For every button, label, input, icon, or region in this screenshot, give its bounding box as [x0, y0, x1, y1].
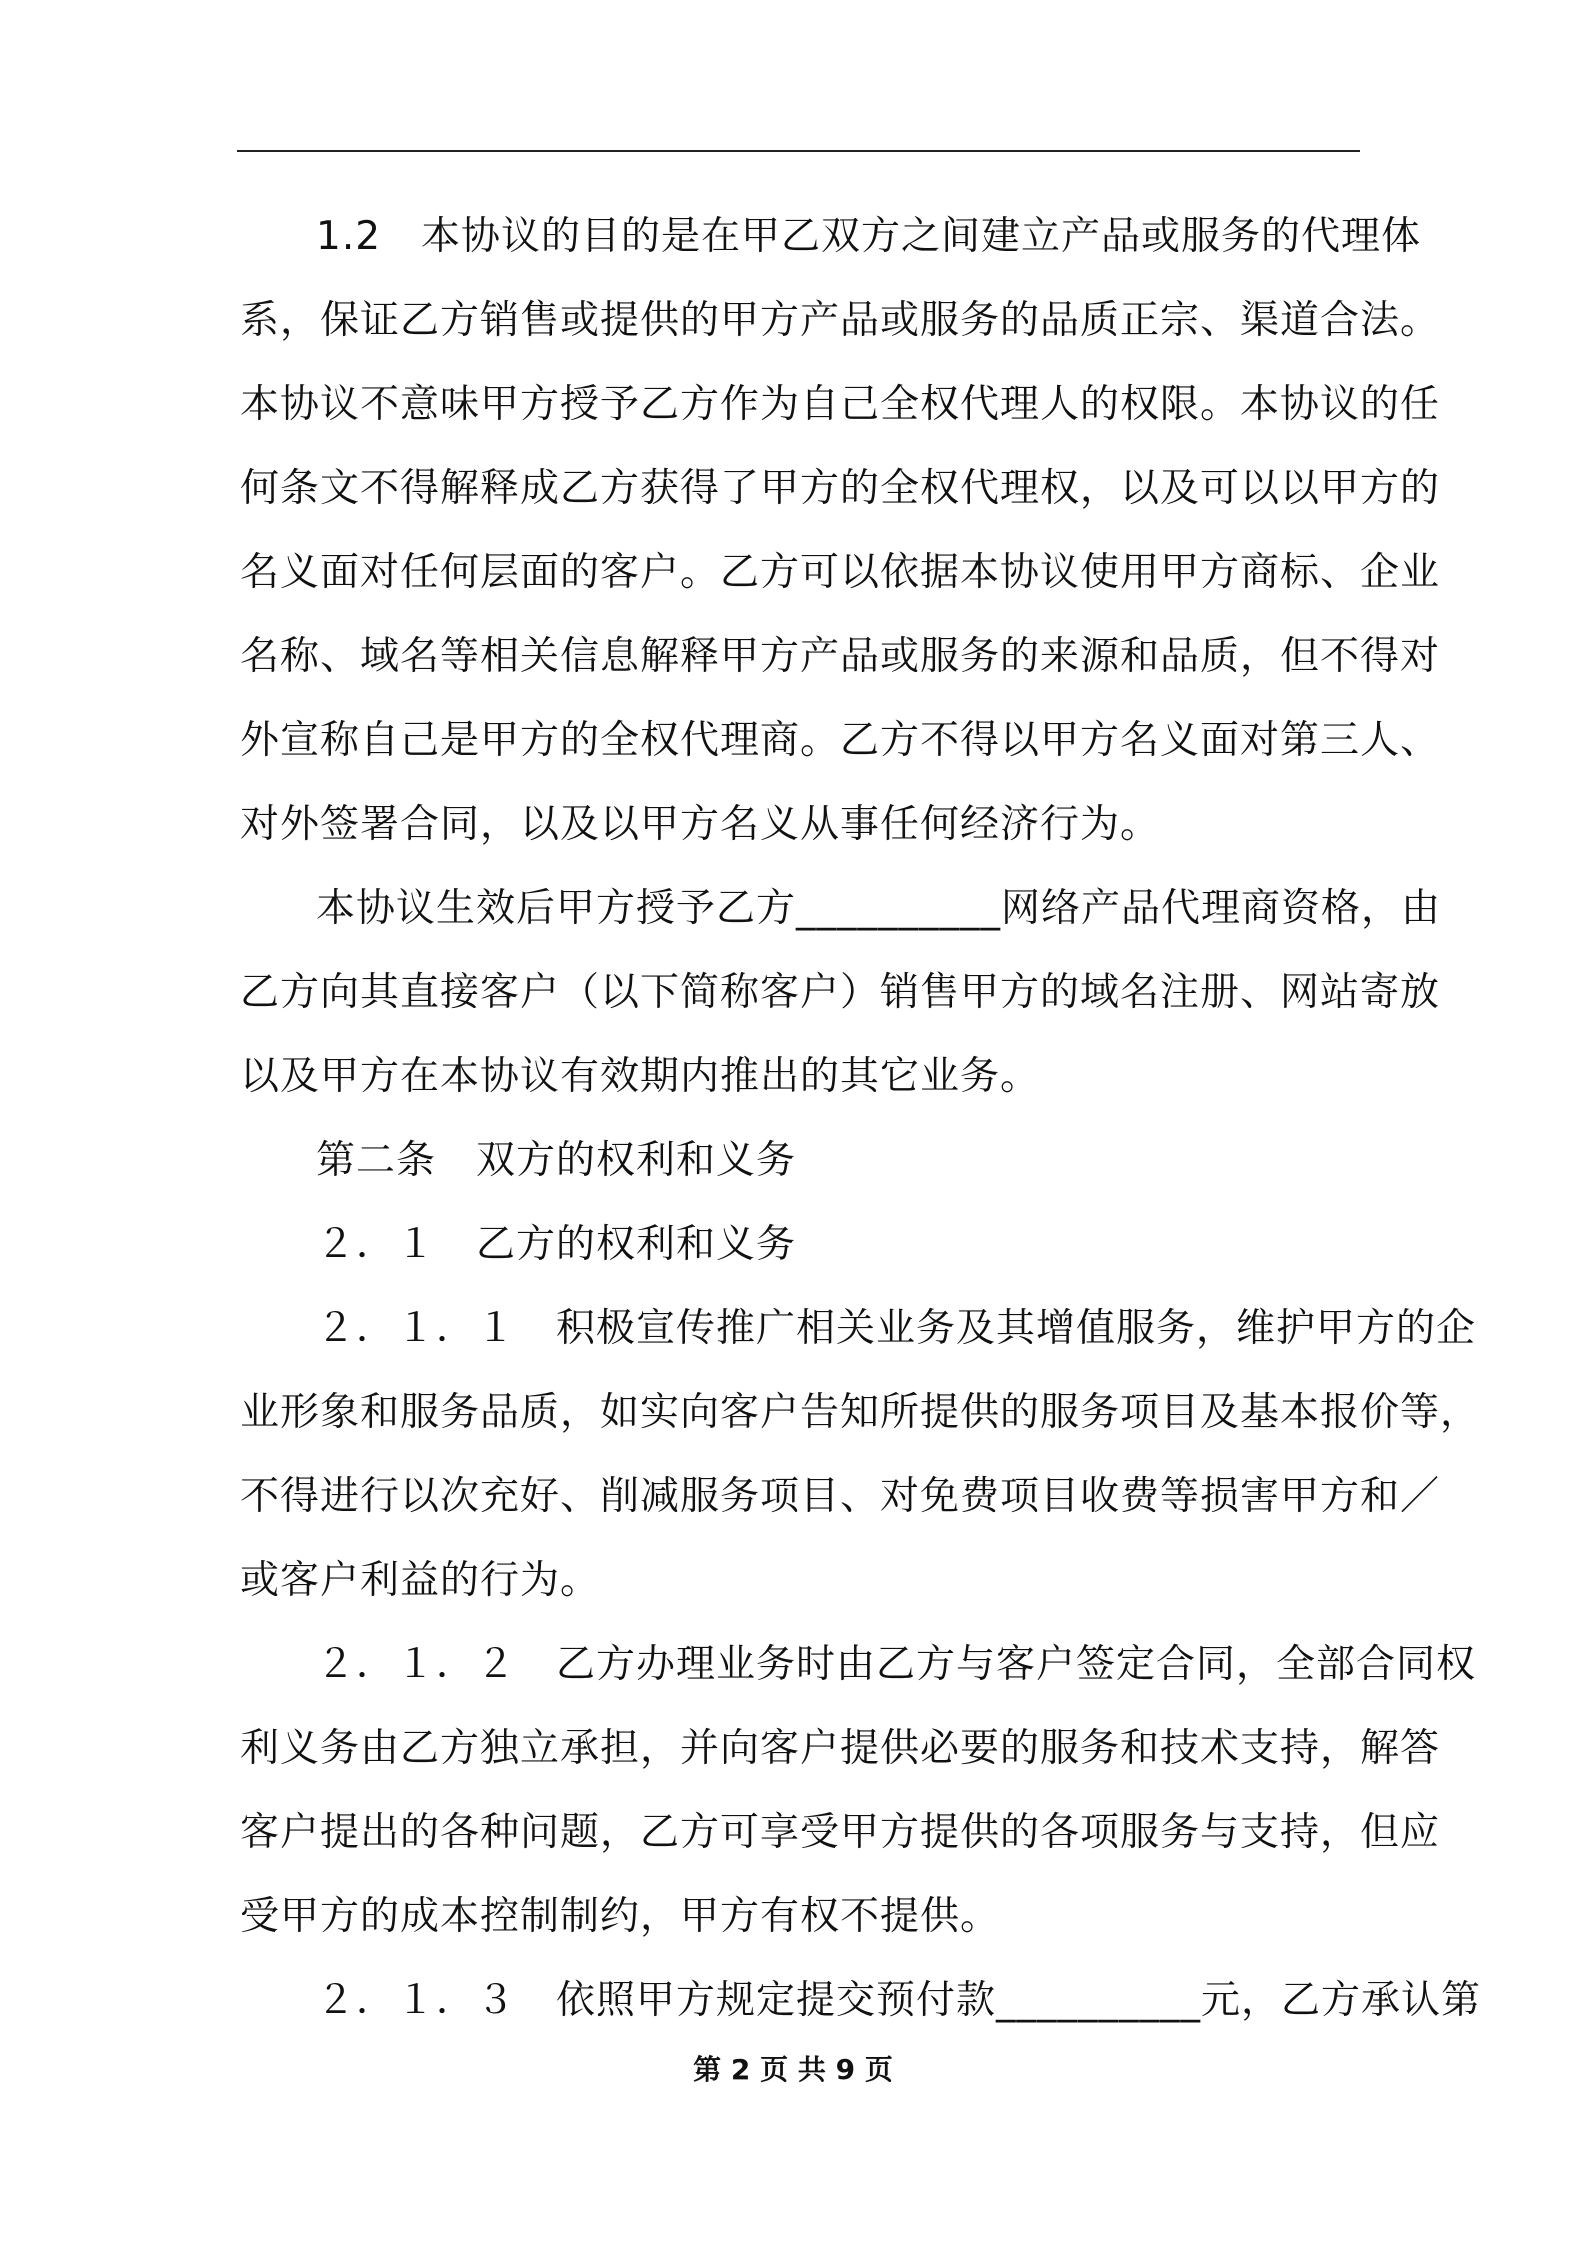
- text-line: 外宣称自己是甲方的全权代理商。乙方不得以甲方名义面对第三人、: [240, 718, 1441, 763]
- text-line: 本协议生效后甲方授予乙方__________网络产品代理商资格，由: [316, 886, 1442, 931]
- document-body: [240, 195, 1482, 2043]
- text-line: 乙方向其直接客户（以下简称客户）销售甲方的域名注册、网站寄放: [240, 970, 1441, 1015]
- text-line: 不得进行以次充好、削减服务项目、对免费项目收费等损害甲方和／: [240, 1474, 1441, 1519]
- text-line: 何条文不得解释成乙方获得了甲方的全权代理权，以及可以以甲方的: [240, 466, 1441, 511]
- text-line: 业形象和服务品质，如实向客户告知所提供的服务项目及基本报价等，: [240, 1390, 1481, 1435]
- text-line: ２．１．１ 积极宣传推广相关业务及其增值服务，维护甲方的企: [316, 1306, 1477, 1351]
- text-line: 受甲方的成本控制制约，甲方有权不提供。: [240, 1894, 1001, 1939]
- text-line: 系，保证乙方销售或提供的甲方产品或服务的品质正宗、渠道合法。: [240, 298, 1441, 343]
- text-line: 或客户利益的行为。: [240, 1558, 601, 1603]
- subsection-heading: ２．１ 乙方的权利和义务: [316, 1222, 797, 1267]
- text-line: 名义面对任何层面的客户。乙方可以依据本协议使用甲方商标、企业: [240, 550, 1441, 595]
- text-line: 以及甲方在本协议有效期内推出的其它业务。: [240, 1054, 1041, 1099]
- header-rule: [237, 150, 1360, 152]
- text-line: 1.2 本协议的目的是在甲乙双方之间建立产品或服务的代理体: [316, 214, 1422, 259]
- text-line: 利义务由乙方独立承担，并向客户提供必要的服务和技术支持，解答: [240, 1726, 1441, 1771]
- text-line: 名称、域名等相关信息解释甲方产品或服务的来源和品质，但不得对: [240, 634, 1441, 679]
- text-line: 客户提出的各种问题，乙方可享受甲方提供的各项服务与支持，但应: [240, 1810, 1441, 1855]
- text-line: ２．１．２ 乙方办理业务时由乙方与客户签定合同，全部合同权: [316, 1642, 1477, 1687]
- page-number: 第 2 页 共 9 页: [693, 2053, 893, 2086]
- text-line: 对外签署合同，以及以甲方名义从事任何经济行为。: [240, 802, 1161, 847]
- text-line: ２．１．３ 依照甲方规定提交预付款__________元，乙方承认第: [316, 1978, 1482, 2023]
- text-line: 本协议不意味甲方授予乙方作为自己全权代理人的权限。本协议的任: [240, 382, 1441, 427]
- section-heading: 第二条 双方的权利和义务: [316, 1138, 797, 1183]
